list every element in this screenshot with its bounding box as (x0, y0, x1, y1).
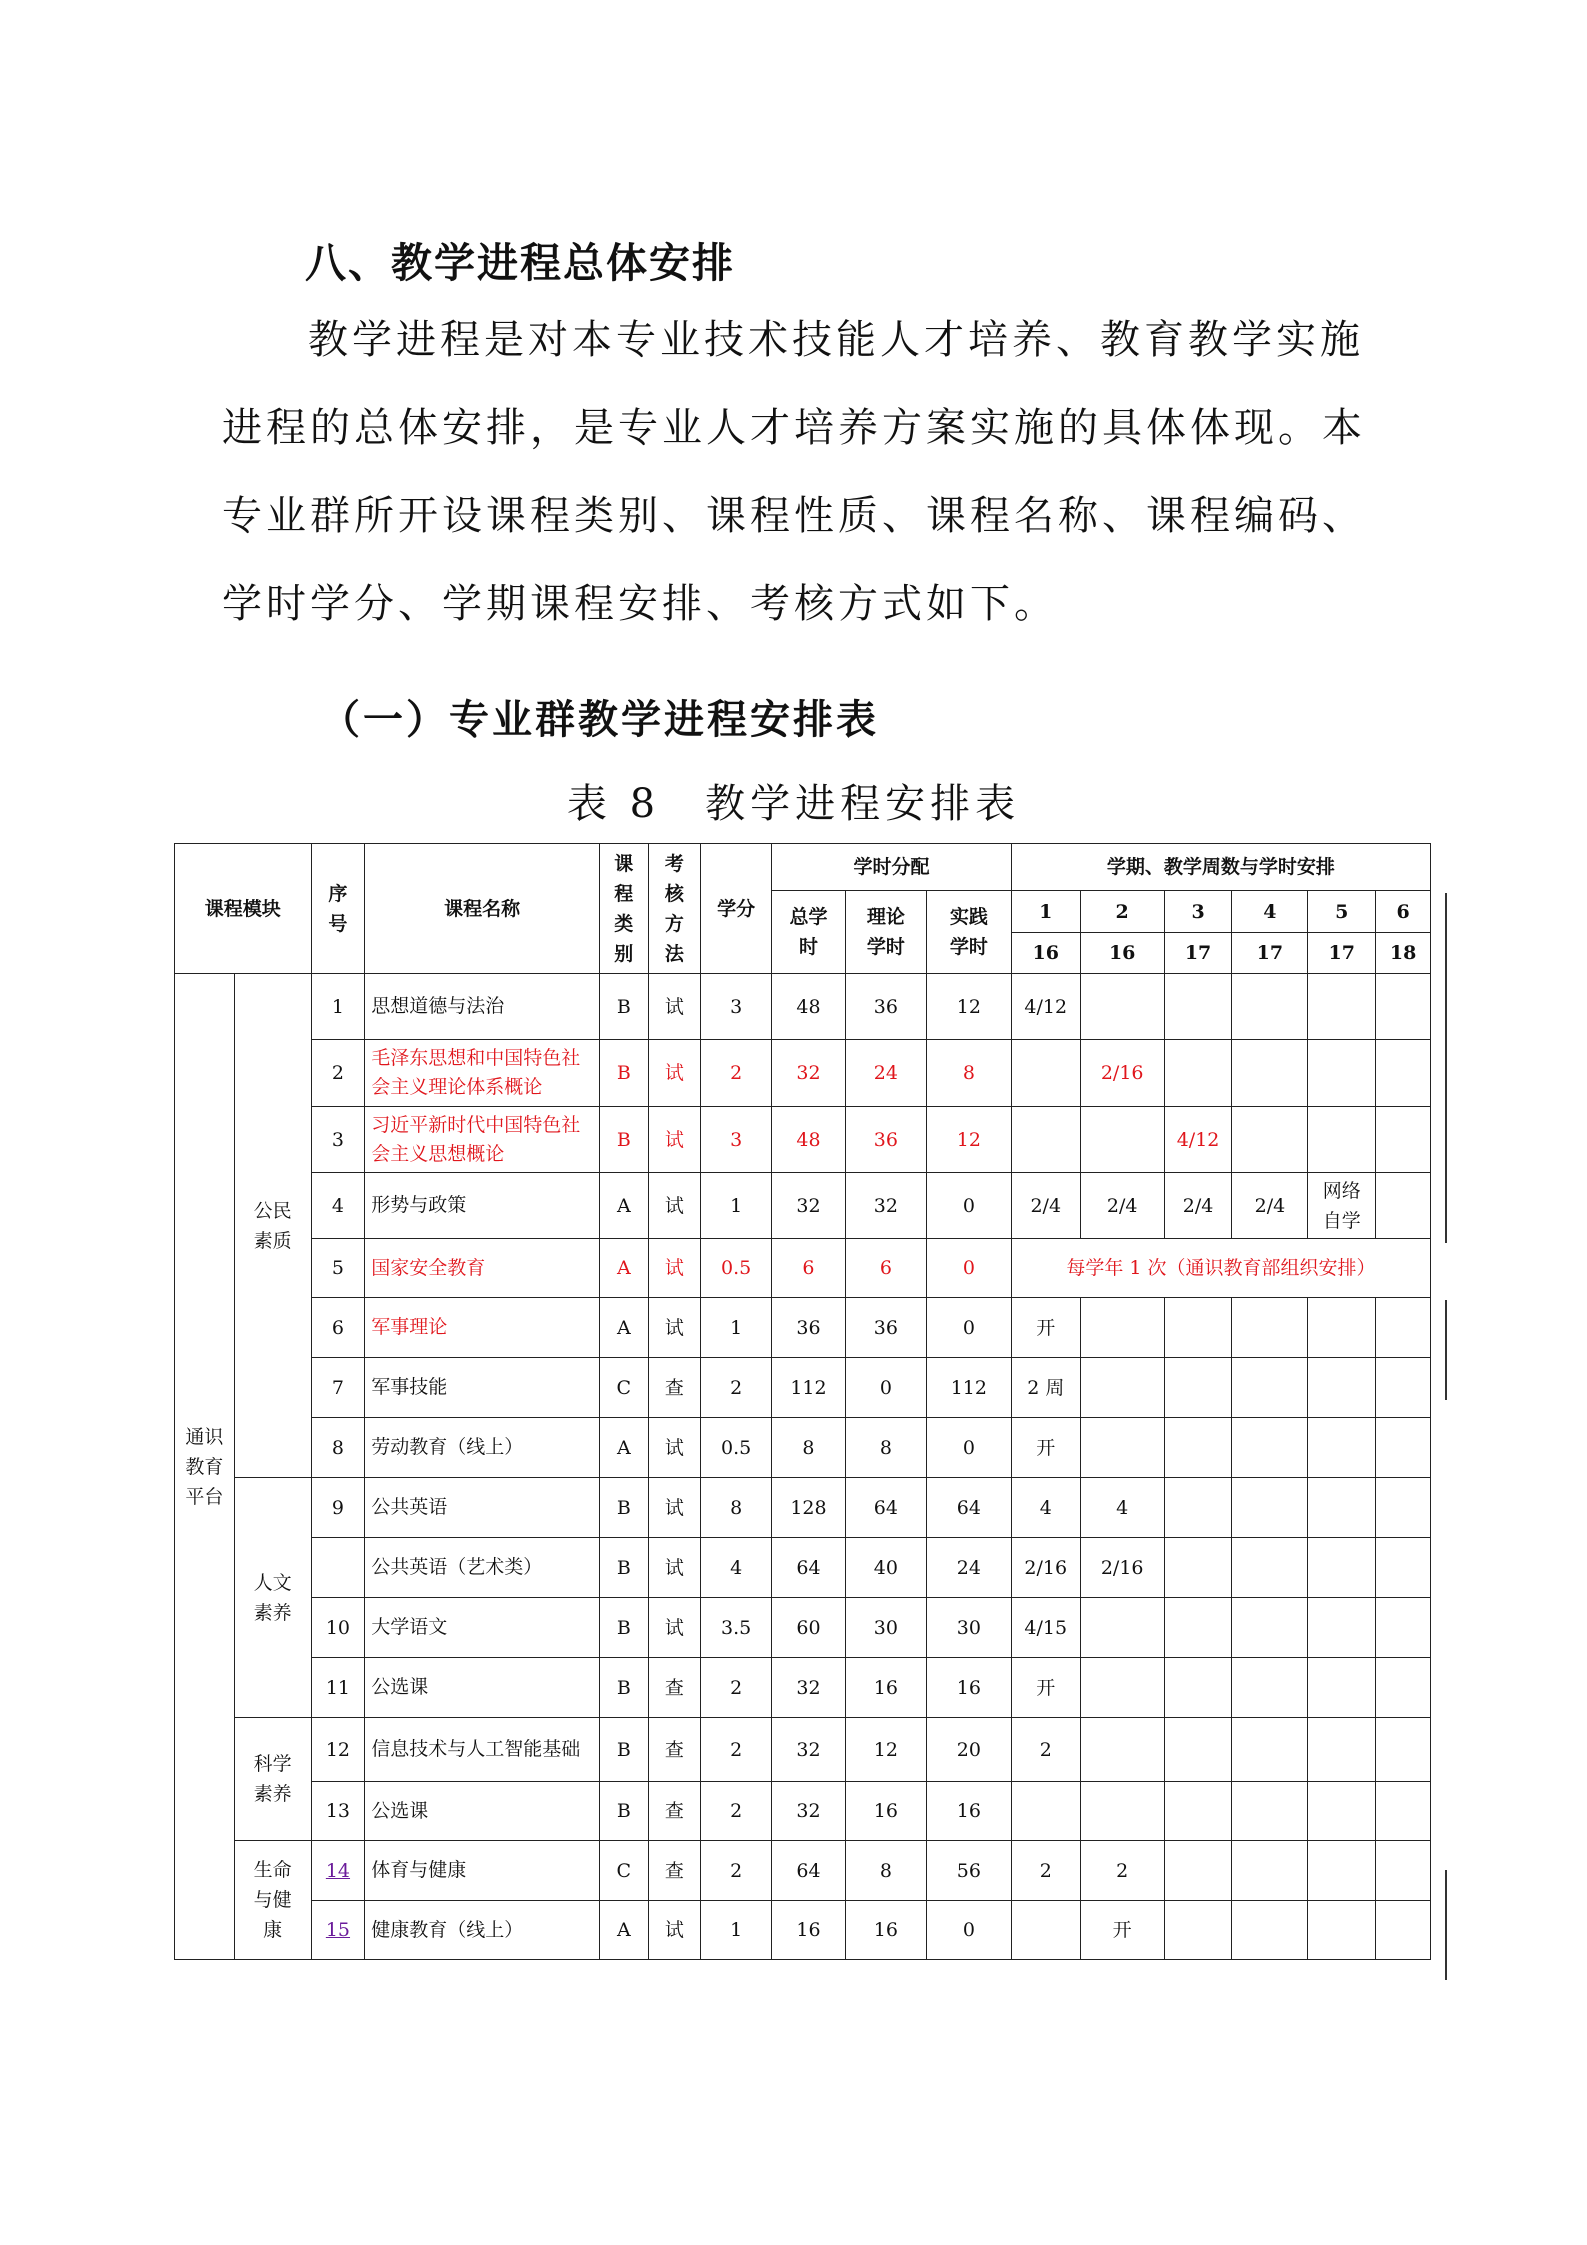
cell-category: B (600, 1598, 649, 1658)
cell-semester-5 (1308, 1718, 1376, 1782)
cell-semester-5 (1308, 1478, 1376, 1538)
cell-category: A (600, 1173, 649, 1239)
cell-category: A (600, 1901, 649, 1960)
cell-semester-4 (1232, 1418, 1308, 1478)
table-row (175, 1538, 1431, 1598)
cell-credit: 2 (701, 1782, 772, 1841)
cell-seq: 9 (311, 1478, 365, 1538)
cell-semester-1 (1011, 1782, 1080, 1841)
cell-semester-4 (1232, 1718, 1308, 1782)
cell-semester-5 (1308, 1901, 1376, 1960)
cell-category: A (600, 1298, 649, 1358)
cell-practice-hours: 0 (926, 1298, 1011, 1358)
header-semester-5: 5 (1308, 891, 1376, 933)
cell-practice-hours: 0 (926, 1418, 1011, 1478)
cell-category: A (600, 1418, 649, 1478)
cell-practice-hours: 12 (926, 1107, 1011, 1173)
seq-link[interactable]: 14 (325, 1859, 351, 1882)
cell-practice-hours: 0 (926, 1901, 1011, 1960)
cell-semester-3 (1164, 1658, 1232, 1718)
cell-total-hours: 128 (772, 1478, 846, 1538)
cell-semester-1: 开 (1011, 1418, 1080, 1478)
header-semester-group: 学期、教学周数与学时安排 (1011, 844, 1430, 891)
cell-category: B (600, 1538, 649, 1598)
cell-category: C (600, 1358, 649, 1418)
cell-semester-6 (1376, 1478, 1431, 1538)
group-citizen: 公民素质 (234, 974, 311, 1478)
cell-assessment: 试 (648, 1173, 701, 1239)
group-health: 生命与健康 (234, 1841, 311, 1960)
cell-seq: 13 (311, 1782, 365, 1841)
cell-theory-hours: 32 (845, 1173, 926, 1239)
cell-semester-5 (1308, 1107, 1376, 1173)
cell-semester-2 (1080, 1658, 1164, 1718)
cell-course-name: 国家安全教育 (365, 1239, 600, 1298)
header-weeks-6: 18 (1376, 933, 1431, 974)
cell-credit: 4 (701, 1538, 772, 1598)
cell-semester-5 (1308, 1598, 1376, 1658)
header-practice-hours: 实践学时 (926, 891, 1011, 974)
cell-semester-6 (1376, 1658, 1431, 1718)
table-caption: 表 8 教学进程安排表 (566, 781, 1021, 827)
group-science: 科学素养 (234, 1718, 311, 1841)
cell-semester-4 (1232, 1107, 1308, 1173)
cell-seq: 12 (311, 1718, 365, 1782)
cell-category: B (600, 1782, 649, 1841)
cell-assessment: 试 (648, 1901, 701, 1960)
cell-course-name: 毛泽东思想和中国特色社会主义理论体系概论 (365, 1040, 600, 1107)
cell-semester-3 (1164, 1418, 1232, 1478)
cell-semester-2: 2/4 (1080, 1173, 1164, 1239)
cell-category: B (600, 1478, 649, 1538)
cell-semester-2 (1080, 974, 1164, 1040)
cell-total-hours: 32 (772, 1040, 846, 1107)
cell-theory-hours: 16 (845, 1901, 926, 1960)
cell-semester-3 (1164, 1782, 1232, 1841)
cell-semester-5 (1308, 1418, 1376, 1478)
cell-semester-6 (1376, 1718, 1431, 1782)
cell-semester-5 (1308, 1298, 1376, 1358)
table-row (175, 1782, 1431, 1841)
table-row (175, 1418, 1431, 1478)
cell-theory-hours: 36 (845, 1298, 926, 1358)
cell-course-name: 劳动教育（线上） (365, 1418, 600, 1478)
cell-total-hours: 8 (772, 1418, 846, 1478)
cell-practice-hours: 16 (926, 1782, 1011, 1841)
cell-semester-6 (1376, 974, 1431, 1040)
cell-assessment: 查 (648, 1841, 701, 1901)
cell-semester-2 (1080, 1298, 1164, 1358)
cell-semester-4 (1232, 1901, 1308, 1960)
cell-seq (311, 1538, 365, 1598)
cell-theory-hours: 36 (845, 974, 926, 1040)
cell-course-name: 习近平新时代中国特色社会主义思想概论 (365, 1107, 600, 1173)
cell-practice-hours: 112 (926, 1358, 1011, 1418)
cell-course-name: 思想道德与法治 (365, 974, 600, 1040)
cell-semester-3 (1164, 1841, 1232, 1901)
cell-course-name: 体育与健康 (365, 1841, 600, 1901)
cell-semester-1: 2 (1011, 1841, 1080, 1901)
header-weeks-5: 17 (1308, 933, 1376, 974)
cell-seq: 3 (311, 1107, 365, 1173)
table-edge-line-2 (1445, 1300, 1447, 1400)
cell-seq: 5 (311, 1239, 365, 1298)
cell-semester-2 (1080, 1782, 1164, 1841)
cell-semester-3 (1164, 1901, 1232, 1960)
cell-total-hours: 60 (772, 1598, 846, 1658)
header-weeks-2: 16 (1080, 933, 1164, 974)
cell-semester-3 (1164, 1538, 1232, 1598)
cell-semester-3 (1164, 1358, 1232, 1418)
cell-assessment: 查 (648, 1718, 701, 1782)
table-row (175, 1901, 1431, 1960)
cell-semester-6 (1376, 1173, 1431, 1239)
cell-semester-4 (1232, 1782, 1308, 1841)
header-semester-4: 4 (1232, 891, 1308, 933)
cell-semester-4 (1232, 974, 1308, 1040)
sub-heading: （一）专业群教学进程安排表 (320, 696, 879, 743)
cell-semester-6 (1376, 1040, 1431, 1107)
cell-semester-6 (1376, 1901, 1431, 1960)
cell-course-name: 军事理论 (365, 1298, 600, 1358)
header-module: 课程模块 (175, 844, 312, 974)
cell-semester-5: 网络自学 (1308, 1173, 1376, 1239)
table-row (175, 1358, 1431, 1418)
header-seq: 序号 (311, 844, 365, 974)
cell-category: B (600, 1040, 649, 1107)
table-row (175, 1040, 1431, 1107)
header-theory-hours: 理论学时 (845, 891, 926, 974)
cell-semester-1: 4/12 (1011, 974, 1080, 1040)
cell-assessment: 试 (648, 1478, 701, 1538)
cell-semester-2 (1080, 1598, 1164, 1658)
cell-semester-6 (1376, 1358, 1431, 1418)
cell-course-name: 大学语文 (365, 1598, 600, 1658)
cell-semester-6 (1376, 1598, 1431, 1658)
cell-credit: 1 (701, 1298, 772, 1358)
cell-credit: 2 (701, 1841, 772, 1901)
cell-semester-6 (1376, 1538, 1431, 1598)
cell-semester-3 (1164, 1040, 1232, 1107)
cell-theory-hours: 8 (845, 1841, 926, 1901)
header-weeks-4: 17 (1232, 933, 1308, 974)
table-row (175, 1658, 1431, 1718)
cell-theory-hours: 64 (845, 1478, 926, 1538)
cell-semester-4 (1232, 1478, 1308, 1538)
cell-total-hours: 32 (772, 1173, 846, 1239)
table-row (175, 1478, 1431, 1538)
cell-semester-6 (1376, 1782, 1431, 1841)
cell-semester-1: 2/4 (1011, 1173, 1080, 1239)
table-row (175, 1239, 1431, 1298)
cell-semester-5 (1308, 974, 1376, 1040)
cell-semester-4 (1232, 1658, 1308, 1718)
cell-semester-4 (1232, 1841, 1308, 1901)
cell-category: B (600, 1658, 649, 1718)
table-row (175, 1173, 1431, 1239)
cell-practice-hours: 8 (926, 1040, 1011, 1107)
cell-semester-2 (1080, 1418, 1164, 1478)
cell-seq: 4 (311, 1173, 365, 1239)
cell-assessment: 查 (648, 1658, 701, 1718)
cell-semester-1: 4/15 (1011, 1598, 1080, 1658)
cell-credit: 8 (701, 1478, 772, 1538)
cell-assessment: 查 (648, 1358, 701, 1418)
table-row (175, 1718, 1431, 1782)
cell-semester-1: 2 周 (1011, 1358, 1080, 1418)
table-row (175, 1598, 1431, 1658)
cell-credit: 1 (701, 1173, 772, 1239)
group-humanities: 人文素养 (234, 1478, 311, 1718)
cell-theory-hours: 0 (845, 1358, 926, 1418)
cell-assessment: 试 (648, 1418, 701, 1478)
cell-semester-2: 4 (1080, 1478, 1164, 1538)
cell-semester-3 (1164, 1478, 1232, 1538)
cell-category: B (600, 1107, 649, 1173)
cell-semester-2: 2 (1080, 1841, 1164, 1901)
cell-theory-hours: 36 (845, 1107, 926, 1173)
header-name: 课程名称 (365, 844, 600, 974)
cell-semester-1: 4 (1011, 1478, 1080, 1538)
cell-category: C (600, 1841, 649, 1901)
cell-total-hours: 48 (772, 974, 846, 1040)
header-weeks-3: 17 (1164, 933, 1232, 974)
cell-assessment: 试 (648, 1538, 701, 1598)
cell-semester-1: 开 (1011, 1298, 1080, 1358)
cell-semester-3: 2/4 (1164, 1173, 1232, 1239)
cell-assessment: 试 (648, 1298, 701, 1358)
cell-course-name: 公选课 (365, 1658, 600, 1718)
cell-theory-hours: 24 (845, 1040, 926, 1107)
cell-course-name: 军事技能 (365, 1358, 600, 1418)
cell-semester-5 (1308, 1782, 1376, 1841)
header-semester-3: 3 (1164, 891, 1232, 933)
cell-semester-5 (1308, 1841, 1376, 1901)
cell-semester-1: 2 (1011, 1718, 1080, 1782)
cell-practice-hours: 56 (926, 1841, 1011, 1901)
cell-semester-2 (1080, 1358, 1164, 1418)
cell-credit: 0.5 (701, 1418, 772, 1478)
cell-semester-4 (1232, 1358, 1308, 1418)
cell-practice-hours: 16 (926, 1658, 1011, 1718)
cell-theory-hours: 16 (845, 1658, 926, 1718)
cell-practice-hours: 30 (926, 1598, 1011, 1658)
cell-seq: 1 (311, 974, 365, 1040)
table-row (175, 1841, 1431, 1901)
cell-theory-hours: 6 (845, 1239, 926, 1298)
cell-semester-2: 2/16 (1080, 1040, 1164, 1107)
intro-paragraph: 教学进程是对本专业技术技能人才培养、教育教学实施进程的总体安排，是专业人才培养方案实施的具体体现。本专业群所开设课程类别、课程性质、课程名称、课程编码、学时学分、学期课程安排、考核方式如下。 (222, 317, 1366, 627)
table-row (175, 974, 1431, 1040)
cell-seq: 2 (311, 1040, 365, 1107)
cell-semester-6 (1376, 1298, 1431, 1358)
cell-credit: 3 (701, 974, 772, 1040)
cell-seq (311, 1901, 365, 1960)
cell-semester-1: 开 (1011, 1658, 1080, 1718)
cell-practice-hours: 12 (926, 974, 1011, 1040)
cell-total-hours: 64 (772, 1538, 846, 1598)
header-semester-2: 2 (1080, 891, 1164, 933)
platform-cell: 通识教育平台 (175, 974, 235, 1960)
cell-course-name: 信息技术与人工智能基础 (365, 1718, 600, 1782)
cell-seq: 11 (311, 1658, 365, 1718)
schedule-table (174, 843, 1431, 1960)
cell-practice-hours: 20 (926, 1718, 1011, 1782)
header-weeks-1: 16 (1011, 933, 1080, 974)
cell-practice-hours: 64 (926, 1478, 1011, 1538)
cell-theory-hours: 16 (845, 1782, 926, 1841)
table-edge-line-1 (1445, 893, 1447, 1243)
cell-assessment: 试 (648, 1239, 701, 1298)
cell-credit: 3.5 (701, 1598, 772, 1658)
cell-course-name: 形势与政策 (365, 1173, 600, 1239)
cell-semester-3 (1164, 974, 1232, 1040)
cell-semester-1: 2/16 (1011, 1538, 1080, 1598)
cell-total-hours: 36 (772, 1298, 846, 1358)
cell-assessment: 查 (648, 1782, 701, 1841)
cell-assessment: 试 (648, 974, 701, 1040)
cell-semester-6 (1376, 1841, 1431, 1901)
cell-course-name: 公共英语（艺术类） (365, 1538, 600, 1598)
cell-semester-note: 每学年 1 次（通识教育部组织安排） (1011, 1239, 1430, 1298)
cell-course-name: 健康教育（线上） (365, 1901, 600, 1960)
cell-category: A (600, 1239, 649, 1298)
cell-credit: 0.5 (701, 1239, 772, 1298)
cell-semester-1 (1011, 1040, 1080, 1107)
cell-credit: 1 (701, 1901, 772, 1960)
cell-semester-3: 4/12 (1164, 1107, 1232, 1173)
cell-credit: 3 (701, 1107, 772, 1173)
cell-semester-4 (1232, 1538, 1308, 1598)
cell-total-hours: 112 (772, 1358, 846, 1418)
cell-semester-3 (1164, 1298, 1232, 1358)
cell-theory-hours: 8 (845, 1418, 926, 1478)
cell-assessment: 试 (648, 1040, 701, 1107)
cell-semester-5 (1308, 1358, 1376, 1418)
section-heading: 八、教学进程总体安排 (305, 239, 735, 287)
cell-semester-3 (1164, 1598, 1232, 1658)
cell-theory-hours: 40 (845, 1538, 926, 1598)
cell-semester-4 (1232, 1040, 1308, 1107)
header-semester-1: 1 (1011, 891, 1080, 933)
cell-assessment: 试 (648, 1598, 701, 1658)
cell-seq: 7 (311, 1358, 365, 1418)
cell-practice-hours: 24 (926, 1538, 1011, 1598)
cell-semester-4 (1232, 1298, 1308, 1358)
cell-semester-5 (1308, 1040, 1376, 1107)
cell-practice-hours: 0 (926, 1173, 1011, 1239)
cell-total-hours: 6 (772, 1239, 846, 1298)
cell-credit: 2 (701, 1658, 772, 1718)
cell-theory-hours: 12 (845, 1718, 926, 1782)
cell-semester-4 (1232, 1598, 1308, 1658)
table-edge-line-3 (1445, 1870, 1447, 1980)
cell-semester-4: 2/4 (1232, 1173, 1308, 1239)
cell-assessment: 试 (648, 1107, 701, 1173)
cell-seq: 6 (311, 1298, 365, 1358)
table-row (175, 1107, 1431, 1173)
cell-total-hours: 32 (772, 1718, 846, 1782)
cell-semester-2 (1080, 1718, 1164, 1782)
cell-category: B (600, 1718, 649, 1782)
header-semester-6: 6 (1376, 891, 1431, 933)
cell-semester-5 (1308, 1538, 1376, 1598)
cell-semester-2: 开 (1080, 1901, 1164, 1960)
cell-semester-3 (1164, 1718, 1232, 1782)
cell-seq (311, 1841, 365, 1901)
cell-credit: 2 (701, 1718, 772, 1782)
cell-seq: 10 (311, 1598, 365, 1658)
cell-semester-1 (1011, 1107, 1080, 1173)
cell-total-hours: 64 (772, 1841, 846, 1901)
cell-course-name: 公选课 (365, 1782, 600, 1841)
cell-total-hours: 32 (772, 1782, 846, 1841)
header-total-hours: 总学时 (772, 891, 846, 974)
cell-semester-2: 2/16 (1080, 1538, 1164, 1598)
cell-practice-hours: 0 (926, 1239, 1011, 1298)
cell-semester-1 (1011, 1901, 1080, 1960)
cell-semester-6 (1376, 1107, 1431, 1173)
cell-total-hours: 16 (772, 1901, 846, 1960)
cell-credit: 2 (701, 1040, 772, 1107)
seq-link[interactable]: 15 (325, 1919, 351, 1941)
header-hours-group: 学时分配 (772, 844, 1012, 891)
header-credit: 学分 (701, 844, 772, 974)
header-assessment: 考核方法 (648, 844, 701, 974)
cell-course-name: 公共英语 (365, 1478, 600, 1538)
cell-theory-hours: 30 (845, 1598, 926, 1658)
table-row (175, 1298, 1431, 1358)
header-category: 课程类别 (600, 844, 649, 974)
cell-credit: 2 (701, 1358, 772, 1418)
cell-semester-6 (1376, 1418, 1431, 1478)
cell-category: B (600, 974, 649, 1040)
cell-seq: 8 (311, 1418, 365, 1478)
cell-semester-5 (1308, 1658, 1376, 1718)
cell-total-hours: 32 (772, 1658, 846, 1718)
cell-semester-2 (1080, 1107, 1164, 1173)
cell-total-hours: 48 (772, 1107, 846, 1173)
